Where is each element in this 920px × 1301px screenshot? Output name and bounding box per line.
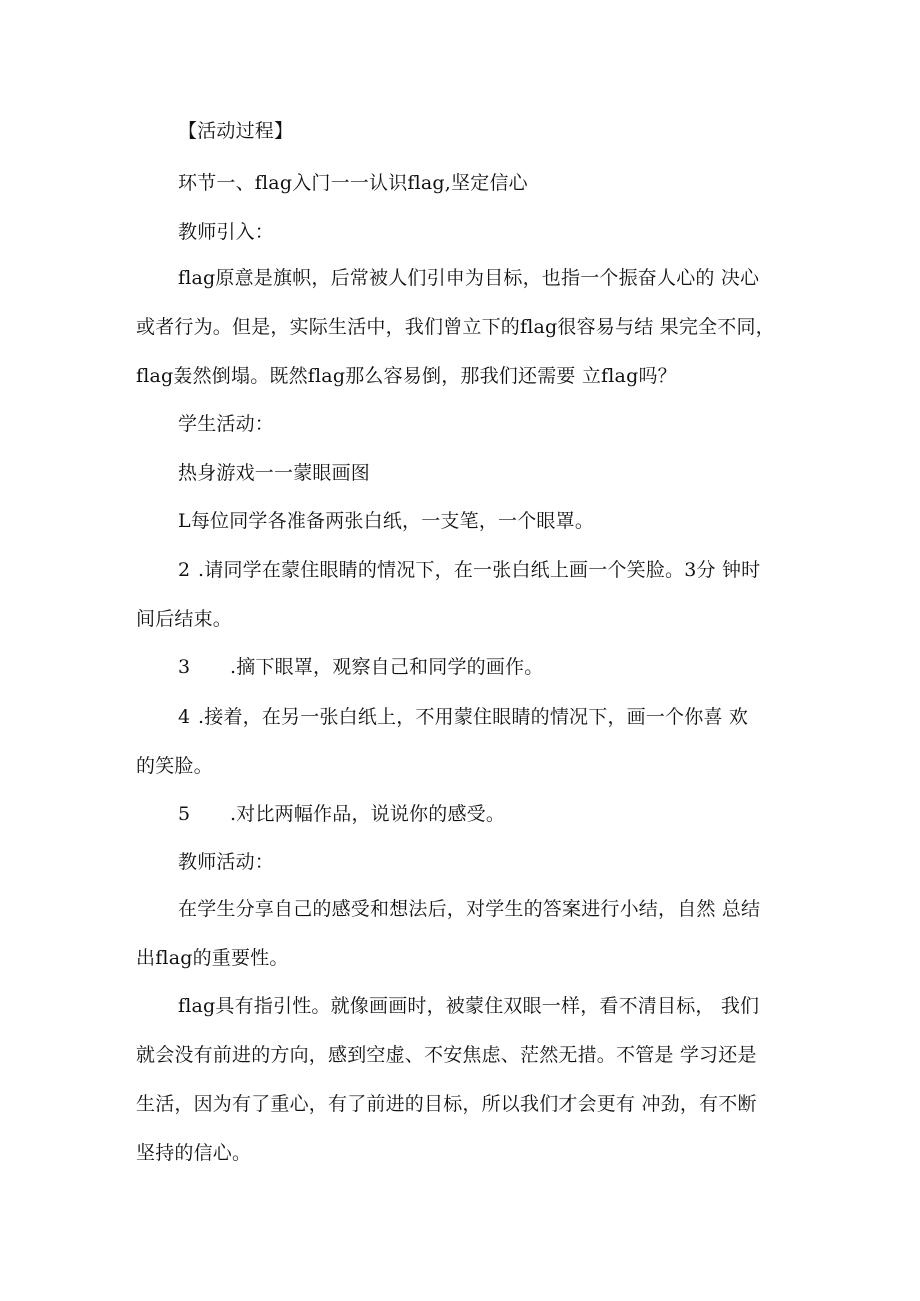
warmup-game-title: 热身游戏一一蒙眼画图 bbox=[178, 462, 371, 484]
step-2-continuation: 间后结束。 bbox=[136, 608, 233, 630]
guidance-line-3: 生活，因为有了重心，有了前进的目标，所以我们才会更有 冲劲，有不断 bbox=[136, 1093, 757, 1115]
intro-paragraph bbox=[136, 266, 816, 388]
guidance-line-2: 就会没有前进的方向，感到空虚、不安焦虑、茫然无措。不管是 学习还是 bbox=[136, 1044, 757, 1066]
student-activity-label: 学生活动： bbox=[178, 413, 275, 435]
teacher-intro-label: 教师引入： bbox=[178, 221, 275, 243]
section-heading: 【活动过程】 bbox=[178, 120, 294, 142]
step-4-number: 4 bbox=[178, 706, 191, 728]
intro-line-1: flag原意是旗帜，后常被人们引申为目标，也指一个振奋人心的 决心 bbox=[178, 267, 760, 289]
step-one-title: 环节一、flag入门一一认识flag,坚定信心 bbox=[178, 172, 528, 194]
summary-line-1: 在学生分享自己的感受和想法后，对学生的答案进行小结，自然 总结 bbox=[178, 898, 761, 920]
step-5-text: .对比两幅作品，说说你的感受。 bbox=[230, 803, 506, 825]
intro-line-2: 或者行为。但是，实际生活中，我们曾立下的flag很容易与结 果完全不同， bbox=[136, 316, 775, 338]
step-4-continuation: 的笑脸。 bbox=[136, 755, 213, 777]
summary-line-2: 出flag的重要性。 bbox=[136, 947, 289, 969]
step-1: L每位同学各准备两张白纸，一支笔，一个眼罩。 bbox=[178, 510, 595, 532]
guidance-line-4: 坚持的信心。 bbox=[136, 1142, 252, 1164]
step-2-text: .请同学在蒙住眼睛的情况下，在一张白纸上画一个笑脸。3分 钟时 bbox=[198, 559, 761, 581]
step-5-number: 5 bbox=[178, 803, 191, 825]
step-2-number: 2 bbox=[178, 559, 191, 581]
guidance-line-1: flag具有指引性。就像画画时，被蒙住双眼一样，看不清目标， 我们 bbox=[178, 995, 760, 1017]
step-3-text: .摘下眼罩，观察自己和同学的画作。 bbox=[230, 656, 544, 678]
step-3-number: 3 bbox=[178, 656, 191, 678]
summary-paragraph bbox=[136, 897, 816, 970]
intro-line-3: flag轰然倒塌。既然flag那么容易倒，那我们还需要 立flag吗？ bbox=[136, 365, 677, 387]
teacher-activity-label: 教师活动： bbox=[178, 851, 275, 873]
step-4-text: .接着，在另一张白纸上，不用蒙住眼睛的情况下，画一个你喜 欢 bbox=[198, 706, 749, 728]
guidance-paragraph bbox=[136, 994, 816, 1165]
